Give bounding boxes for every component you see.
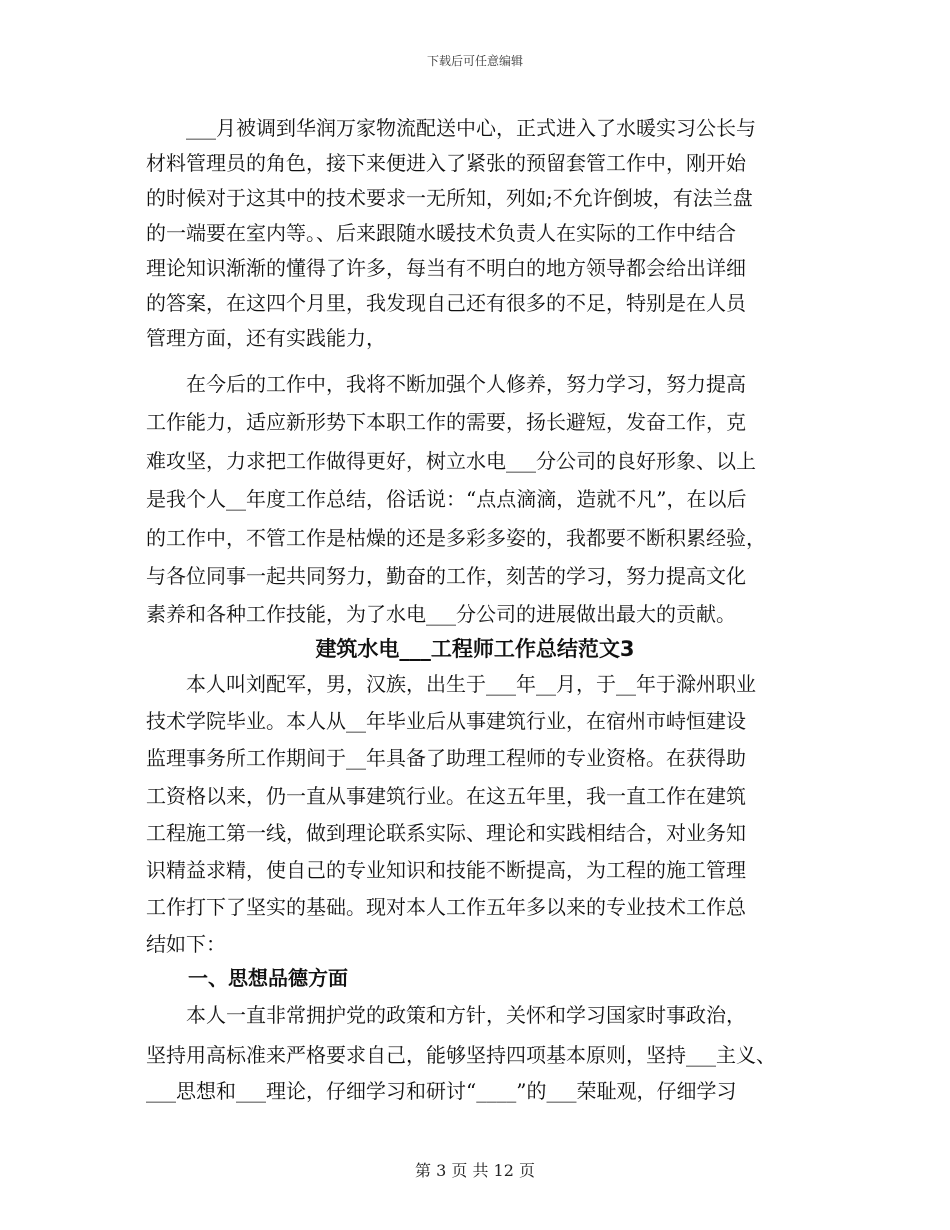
paragraph-line: 本人叫刘配军，男，汉族，出生于___年__月，于__年于滁州职业: [146, 672, 756, 696]
paragraph-line: 工程施工第一线，做到理论联系实际、理论和实践相结合，对业务知: [146, 821, 746, 845]
paragraph-line: 管理方面，还有实践能力，: [146, 326, 386, 350]
paragraph-line: 工作打下了坚实的基础。现对本人工作五年多以来的专业技术工作总: [146, 895, 746, 919]
paragraph-line: 的一端要在室内等。、后来跟随水暖技术负责人在实际的工作中结合: [146, 221, 736, 245]
paragraph-line: 难攻坚，力求把工作做得更好，树立水电___分公司的良好形象、以上: [146, 449, 756, 473]
subsection-title: 一、思想品德方面: [188, 966, 348, 990]
paragraph-line: 坚持用高标准来严格要求自己，能够坚持四项基本原则，坚持___主义、: [146, 1043, 776, 1067]
paragraph-line: 结如下：: [146, 932, 226, 956]
paragraph-line: 素养和各种工作技能，为了水电___分公司的进展做出最大的贡献。: [146, 602, 736, 626]
paragraph-line: ___月被调到华润万家物流配送中心，正式进入了水暖实习公长与: [146, 116, 756, 140]
page-number: 第 3 页 共 12 页: [415, 1161, 535, 1180]
paragraph-line: 监理事务所工作期间于__年具备了助理工程师的专业资格。在获得助: [146, 746, 746, 770]
paragraph-line: 识精益求精，使自己的专业知识和技能不断提高，为工程的施工管理: [146, 858, 746, 882]
paragraph-line: 在今后的工作中，我将不断加强个人修养，努力学习，努力提高: [146, 372, 746, 396]
paragraph-line: 是我个人__年度工作总结，俗话说：“点点滴滴，造就不凡”，在以后: [146, 487, 747, 511]
paragraph-line: 技术学院毕业。本人从__年毕业后从事建筑行业，在宿州市峙恒建设: [146, 709, 746, 733]
paragraph-line: 理论知识渐渐的懂得了许多，每当有不明白的地方领导都会给出详细: [146, 256, 746, 280]
paragraph-line: 与各位同事一起共同努力，勤奋的工作，刻苦的学习，努力提高文化: [146, 564, 746, 588]
header-note: 下载后可任意编辑: [426, 54, 523, 68]
paragraph-line: 的时候对于这其中的技术要求一无所知，列如;不允许倒坡，有法兰盘: [146, 186, 753, 210]
paragraph-line: 的答案，在这四个月里，我发现自己还有很多的不足，特别是在人员: [146, 291, 746, 315]
section-title: 建筑水电___工程师工作总结范文3: [315, 637, 635, 661]
paragraph-line: 材料管理员的角色，接下来便进入了紧张的预留套管工作中，刚开始: [146, 151, 746, 175]
paragraph-line: 本人一直非常拥护党的政策和方针，关怀和学习国家时事政治，: [146, 1003, 746, 1027]
paragraph-line: ___思想和___理论，仔细学习和研讨“____”的___荣耻观，仔细学习: [146, 1079, 737, 1103]
paragraph-line: 的工作中，不管工作是枯燥的还是多彩多姿的，我都要不断积累经验，: [146, 526, 766, 550]
paragraph-line: 工作能力，适应新形势下本职工作的需要，扬长避短，发奋工作，克: [146, 410, 746, 434]
paragraph-line: 工资格以来，仍一直从事建筑行业。在这五年里，我一直工作在建筑: [146, 784, 746, 808]
